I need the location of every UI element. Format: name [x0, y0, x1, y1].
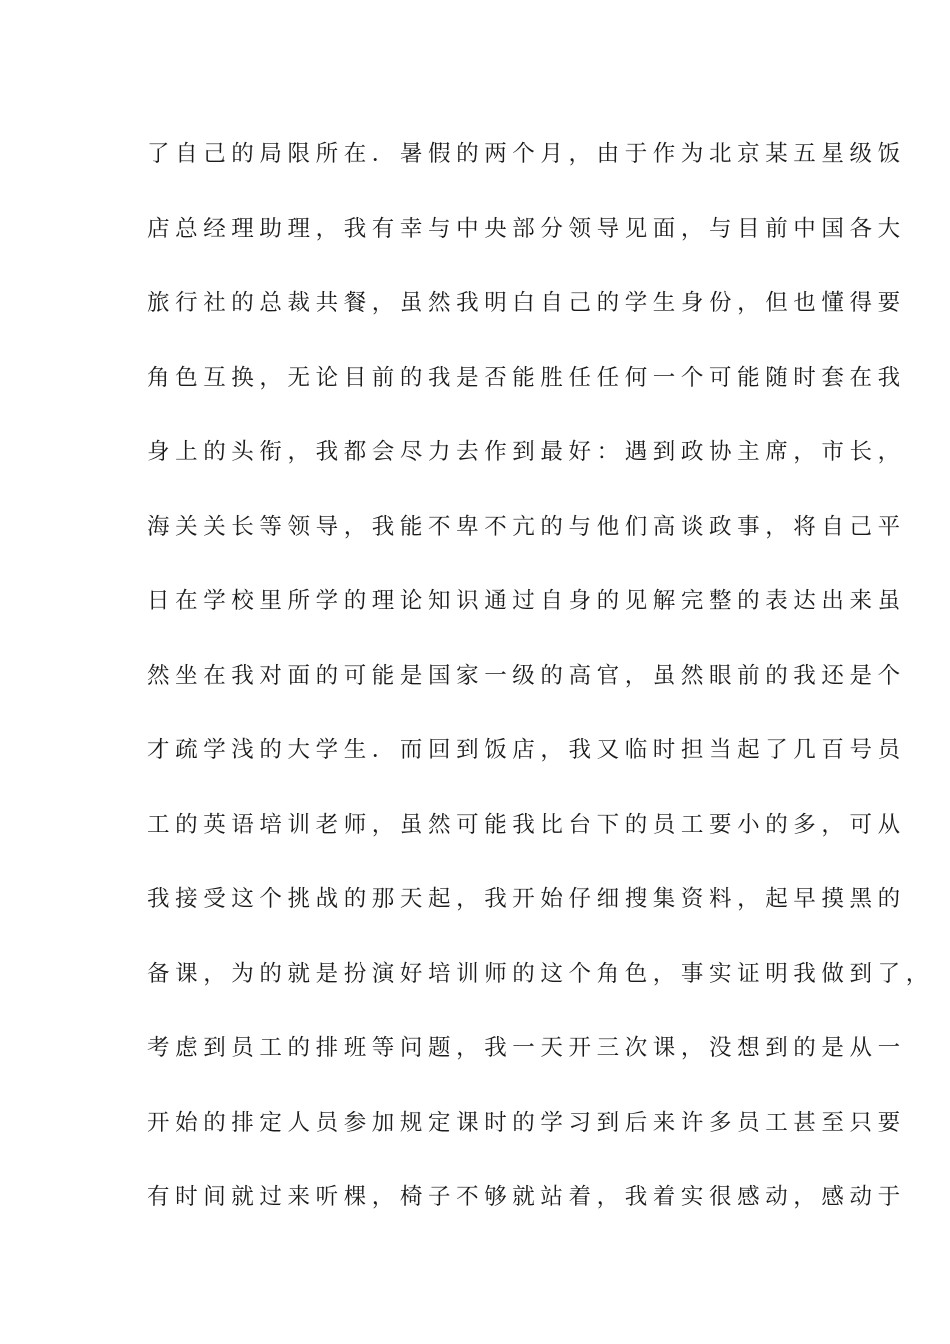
- text-line: 备课，为的就是扮演好培训师的这个角色，事实证明我做到了，: [147, 960, 934, 987]
- body-text: [147, 132, 934, 1250]
- text-line: 工的英语培训老师，虽然可能我比台下的员工要小的多，可从: [147, 811, 906, 838]
- text-line: 然坐在我对面的可能是国家一级的高官，虽然眼前的我还是个: [147, 662, 906, 689]
- text-line: 海关关长等领导，我能不卑不亢的与他们高谈政事，将自己平: [147, 513, 906, 540]
- text-line: 角色互换，无论目前的我是否能胜任任何一个可能随时套在我: [147, 364, 906, 391]
- text-line: 了自己的局限所在．暑假的两个月，由于作为北京某五星级饭: [147, 141, 906, 167]
- text-line: 店总经理助理，我有幸与中央部分领导见面，与目前中国各大: [147, 215, 906, 242]
- text-line: 开始的排定人员参加规定课时的学习到后来许多员工甚至只要: [147, 1109, 906, 1136]
- text-line: 有时间就过来听棵，椅子不够就站着，我着实很感动，感动于: [147, 1184, 906, 1210]
- text-line: 日在学校里所学的理论知识通过自身的见解完整的表达出来虽: [147, 588, 906, 614]
- text-line: 身上的头衔，我都会尽力去作到最好：遇到政协主席，市长，: [147, 439, 906, 465]
- text-line: 才疏学浅的大学生．而回到饭店，我又临时担当起了几百号员: [147, 737, 906, 763]
- text-line: 我接受这个挑战的那天起，我开始仔细搜集资料，起早摸黑的: [147, 886, 906, 912]
- text-line: 考虑到员工的排班等问题，我一天开三次课，没想到的是从一: [147, 1035, 906, 1061]
- text-line: 旅行社的总裁共餐，虽然我明白自己的学生身份，但也懂得要: [147, 290, 906, 316]
